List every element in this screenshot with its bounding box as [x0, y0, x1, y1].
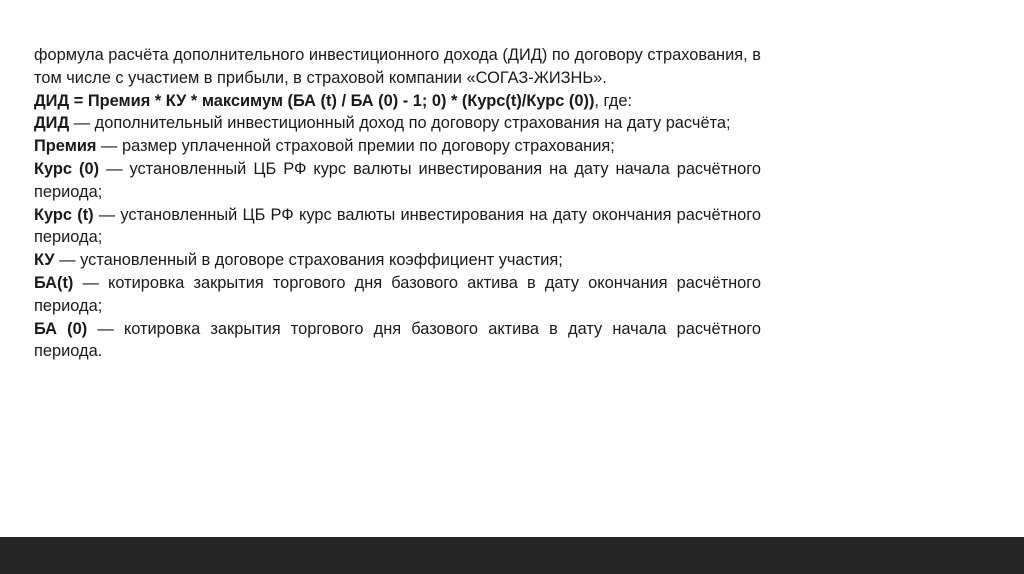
formula-expression: ДИД = Премия * КУ * максимум (БА (t) / БА (0) - 1; 0) * (Курс(t)/Курс (0))	[34, 91, 595, 110]
definition-text: — установленный ЦБ РФ курс валюты инвестирования на дату окончания расчётного периода;	[34, 205, 761, 247]
definition-text: — котировка закрытия торгового дня базового актива в дату начала расчётного периода.	[34, 319, 761, 361]
definition-term: БА(t)	[34, 273, 74, 292]
definition-text: — размер уплаченной страховой премии по договору страхования;	[96, 137, 615, 156]
definition-term: Курс (0)	[34, 159, 100, 178]
definition-text: — дополнительный инвестиционный доход по договору страхования на дату расчёта;	[69, 114, 731, 133]
definition-term: Премия	[34, 137, 97, 156]
definition-did	[34, 112, 761, 135]
intro-paragraph: формула расчёта дополнительного инвестиционного дохода (ДИД) по договору страхования, в том числе с участием в прибыли, в страховой компании «СОГАЗ-ЖИЗНЬ».	[34, 46, 761, 87]
definition-term: БА (0)	[34, 319, 88, 338]
definition-ba-0	[34, 318, 761, 364]
definition-term: КУ	[34, 251, 55, 270]
definition-term: Курс (t)	[34, 205, 94, 224]
formula-line	[34, 90, 761, 113]
definition-premium	[34, 135, 761, 158]
formula-suffix: , где:	[594, 91, 633, 110]
definition-text: — установленный в договоре страхования коэффициент участия;	[54, 251, 563, 270]
definition-text: — установленный ЦБ РФ курс валюты инвестирования на дату начала расчётного периода;	[34, 159, 762, 201]
definition-rate-0	[34, 158, 761, 204]
definition-ba-t	[34, 272, 761, 318]
footer-bar	[0, 537, 1024, 574]
definition-ku	[34, 249, 761, 272]
definition-rate-t	[34, 204, 761, 250]
slide-content	[34, 44, 761, 363]
definition-text: — котировка закрытия торгового дня базового актива в дату окончания расчётного периода;	[34, 273, 761, 315]
definition-term: ДИД	[34, 114, 70, 133]
